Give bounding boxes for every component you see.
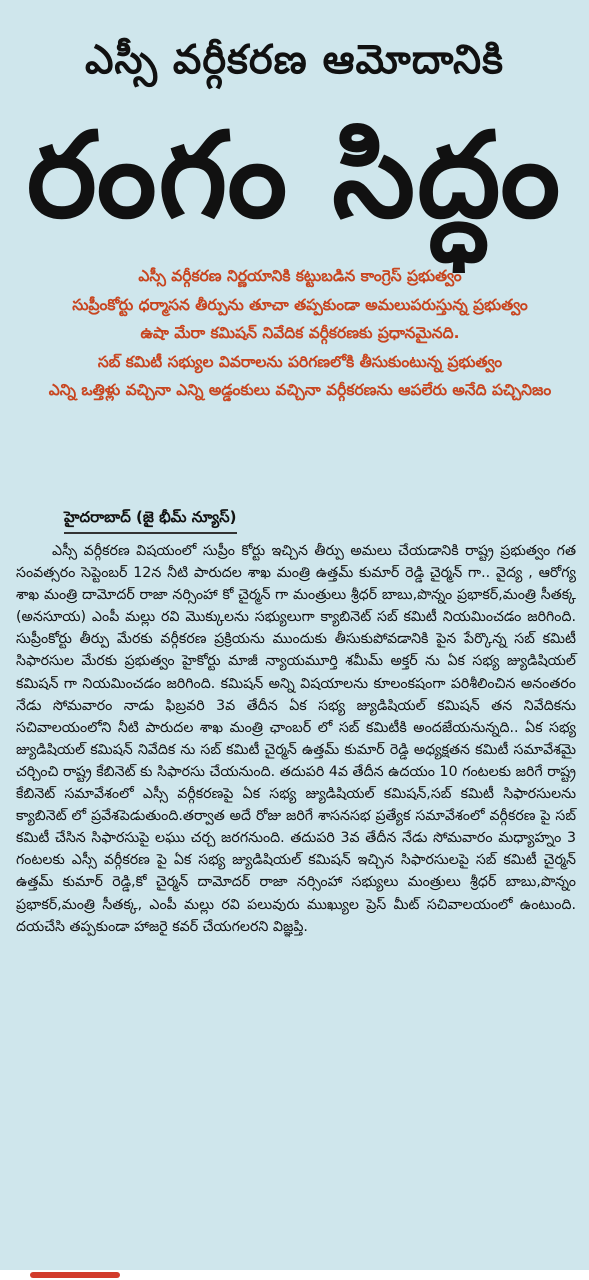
- headline-line-1: ఎస్సీ వర్గీకరణ ఆమోదానికి: [84, 37, 505, 83]
- subpoints-block: [40, 262, 560, 405]
- bottom-red-mark: [30, 1272, 120, 1278]
- subpoint: ఎస్సీ వర్గీకరణ నిర్ణయానికి కట్టుబడిన కాంగ్రెస్ ప్రభుత్వం: [138, 267, 462, 285]
- subpoint: సుప్రీంకోర్టు ధర్మాసన తీర్పును తూచా తప్పకుండా అమలుపరుస్తున్న ప్రభుత్వం: [72, 295, 528, 314]
- article-body: ఎస్సీ వర్గీకరణ విషయంలో సుప్రీం కోర్టు ఇచ్చిన తీర్పు అమలు చేయడానికి రాష్ట్ర ప్రభుత్వం గత సంవత్సరం సెప్టెంబర్ 12న నీటి పారుదల శాఖ మంత్రి ఉత్తమ్ కుమార్ రెడ్డి చైర్మన్ గా.. వైద్య , ఆరోగ్య శాఖ మంత్రి దామోదర్ రాజా నర్సింహా కో చైర్మన్ గా మంత్రులు శ్రీధర్ బాబు,పొన్నం ప్రభాకర్,మంత్రి సీతక్క (అనసూయ) ఎంపీ మల్లు రవి మొక్కులను సభ్యులుగా క్యాబినెట్ సబ్ కమిటీ నియమించడం జరిగింది. సుప్రీంకోర్టు తీర్పు మేరకు వర్గీకరణ ప్రక్రియను ముందుకు తీసుకుపోవడానికి పైన పేర్కొన్న సబ్ కమిటీ సిఫారసుల మేరకు ప్రభుత్వం హైకోర్టు మాజీ న్యాయమూర్తి శమీమ్ అక్తర్ ను ఏక సభ్య జ్యుడిషియల్ కమిషన్ గా నియమించడం జరిగింది. కమిషన్ అన్ని విషయాలను కూలంకషంగా పరిశీలించిన అనంతరం నేడు సోమవారం నాడు ఫిబ్రవరి 3వ తేదీన ఏక సభ్య జ్యుడిషియల్ కమిషన్ తన నివేదికను సచివాలయంలోని నీటి పారుదల శాఖ మంత్రి ఛాంబర్ లో సబ్ కమిటీకి అందజేయనున్నది.. ఏక సభ్య జ్యుడిషియల్ కమిషన్ నివేదిక ను సబ్ కమిటీ చైర్మన్ ఉత్తమ్ కుమార్ రెడ్డి అధ్యక్షతన కమిటీ సమావేశమై చర్చించి రాష్ట్ర కేబినెట్ కు సిఫారసు చేయనుంది. తదుపరి 4వ తేదీన ఉదయం 10 గంటలకు జరిగే రాష్ట్ర కేబినెట్ సమావేశంలో ఎస్సీ వర్గీకరణపై ఏక సభ్య జ్యుడిషియల్ కమిషన్,సబ్ కమిటీ సిఫారసులను క్యాబినెట్ లో ప్రవేశపెడుతుంది.తర్వాత అదే రోజు జరిగే శాసనసభ ప్రత్యేక సమావేశంలో వర్గీకరణ పై సబ్ కమిటీ చేసిన సిఫారసుపై లఘు చర్చ జరగనుంది. తదుపరి 3వ తేదీన నేడు సోమవారం మధ్యాహ్నం 3 గంటలకు ఎస్సీ వర్గీకరణ పై ఏక సభ్య జ్యుడిషియల్ కమిషన్ ఇచ్చిన సిఫారసులపై సబ్ కమిటీ చైర్మన్ ఉత్తమ్ కుమార్ రెడ్డి,కో చైర్మన్ దామోదర్ రాజా నర్సింహా సభ్యులు మంత్రులు శ్రీధర్ బాబు,పొన్నం ప్రభాకర్,మంత్రి సీతక్క, ఎంపీ మల్లు రవి పలువురు ముఖ్యుల ప్రెస్ మీట్ సచివాలయంలో ఉంటుంది. దయచేసి తప్పకుండా హాజరై కవర్ చేయగలరని విజ్ఞప్తి.: [16, 543, 576, 935]
- headline-line-2: రంగం సిద్ధం: [26, 106, 563, 244]
- subpoint: ఉషా మేరా కమిషన్ నివేదిక వర్గీకరణకు ప్రధానమైనది.: [140, 324, 460, 342]
- subpoint: సబ్ కమిటీ సభ్యుల వివరాలను పరిగణలోకి తీసుకుంటున్న ప్రభుత్వం: [97, 352, 503, 371]
- byline: హైదరాబాద్ (జై భీమ్ న్యూస్): [64, 508, 237, 534]
- subpoint: ఎన్ని ఒత్తిళ్లు వచ్చినా ఎన్ని అడ్డంకులు వచ్చినా వర్గీకరణను ఆపలేరు అనేది పచ్చినిజం: [48, 381, 552, 399]
